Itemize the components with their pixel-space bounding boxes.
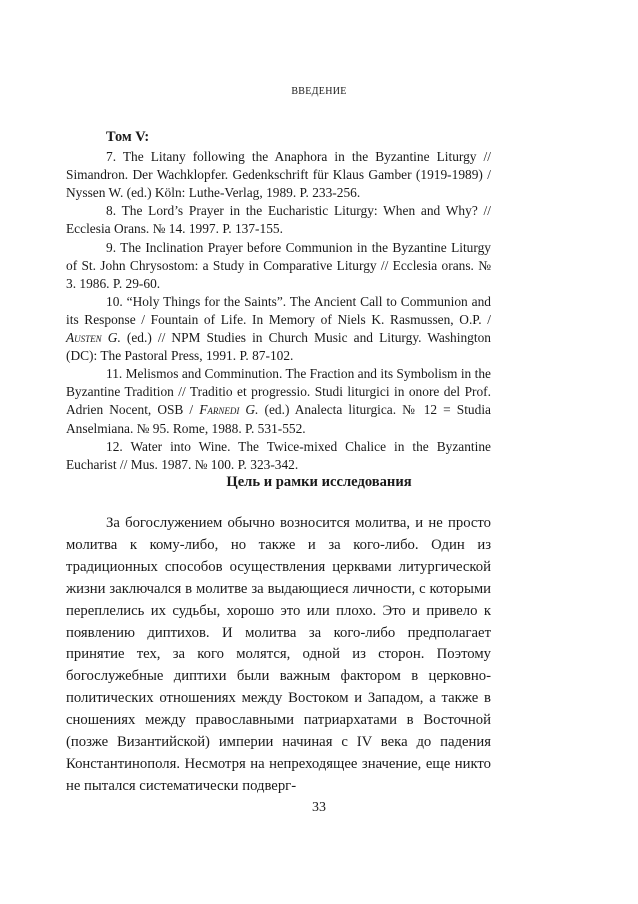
volume-title: Том V: [106, 129, 150, 145]
editor-name: Farnedi G. [199, 402, 259, 418]
bibliography-entry: 7. The Litany following the Anaphora in the Byzantine Liturgy // Simandron. Der Wachklopfer. Gedenkschrift für Klaus Gamber (1919-1989) / Nyssen W. (ed.) Köln: Luthe-Verlag, 1989. P. 233-256. [66, 149, 491, 201]
bibliography-entry [66, 293, 491, 365]
entry-text: (ed.) // NPM Studies in Church Music and Liturgy. Washington (DC): The Pastoral Press, 1991. P. 87-102. [66, 330, 491, 364]
bibliography-entry: 12. Water into Wine. The Twice-mixed Chalice in the Byzantine Eucharist // Mus. 1987. № 100. P. 323-342. [66, 438, 491, 472]
body-text [66, 513, 491, 798]
entry-text: 11. Melismos and Comminution. The Fraction and its Symbolism in the Byzantine Tradition // Traditio et progressio. Studi liturgici in onore del Prof. Adrien Nocent, OSB / [66, 366, 491, 418]
running-header: ВВЕДЕНИЕ [291, 86, 347, 97]
page-number: 33 [312, 800, 326, 815]
editor-name: Austen G. [66, 330, 121, 346]
bibliography-entry: 9. The Inclination Prayer before Communion in the Byzantine Liturgy of St. John Chrysostom: a Study in Comparative Liturgy // Ecclesia orans. № 3. 1986. P. 29-60. [66, 239, 491, 291]
bibliography-entry [66, 365, 491, 437]
section-heading: Цель и рамки исследования [226, 474, 412, 490]
entry-text: 10. “Holy Things for the Saints”. The Ancient Call to Communion and its Response / Fountain of Life. In Memory of Niels K. Rasmussen, O.P. / [66, 293, 491, 327]
body-paragraph: За богослужением обычно возносится молитва, и не просто молитва к кому-либо, но также и за кого-либо. Один из традиционных способов осуществления церквами литургической жизни заключался в молитве за выдающиеся личности, с которыми переплелись их судьбы, хорошо это или плохо. Это и привело к появлению диптихов. И молитва за кого-либо предполагает принятие тех, за кого молятся, одной из сторон. Поэтому богослужебные диптихи были важным фактором в церковно-политических отношениях между Востоком и Западом, а также в сношениях между православными патриархатами в Восточной (позже Византийской) империи начиная с IV века до падения Константинополя. Несмотря на непреходящее значение, еще никто не пытался систематически подверг- [66, 515, 491, 794]
entry-text: (ed.) Analecta liturgica. № 12 = Studia Anselmiana. № 95. Rome, 1988. P. 531-552. [66, 402, 491, 436]
bibliography-block [66, 128, 491, 474]
bibliography-entry: 8. The Lord’s Prayer in the Eucharistic Liturgy: When and Why? // Ecclesia Orans. № 14. 1997. P. 137-155. [66, 203, 491, 237]
